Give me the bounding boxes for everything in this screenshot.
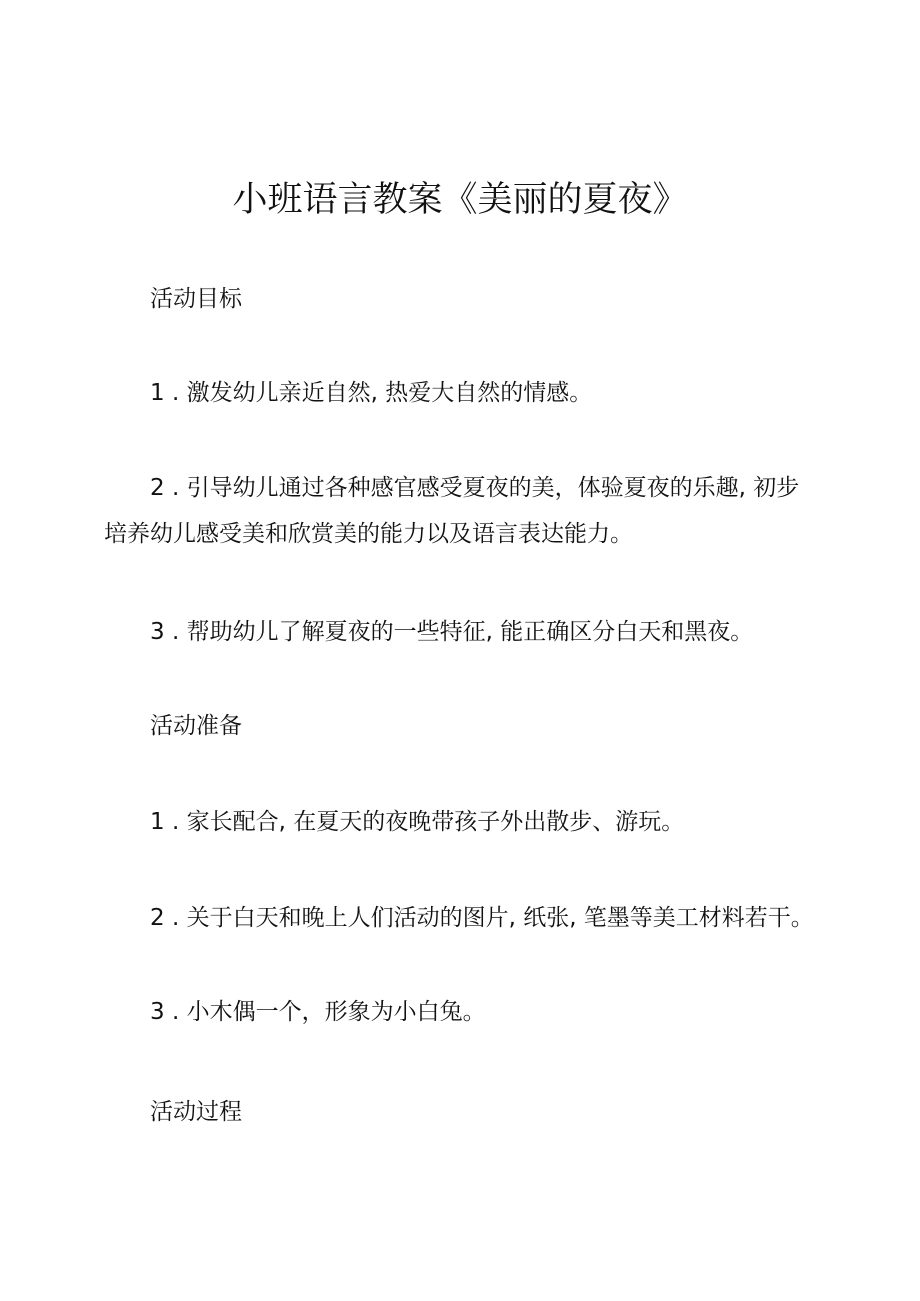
document-title: 小班语言教案《美丽的夏夜》 (232, 180, 688, 220)
goal-item-1: 1 . 激发幼儿亲近自然, 热爱大自然的情感。 (150, 380, 593, 406)
preparation-item-2: 2 . 关于白天和晚上人们活动的图片, 纸张, 笔墨等美工材料若干。 (150, 905, 814, 931)
section-heading-goals: 活动目标 (150, 286, 242, 312)
section-heading-process: 活动过程 (150, 1099, 242, 1125)
goal-item-3: 3 . 帮助幼儿了解夏夜的一些特征, 能正确区分白天和黑夜。 (150, 619, 754, 645)
preparation-item-1: 1 . 家长配合, 在夏天的夜晚带孩子外出散步、游玩。 (150, 809, 685, 835)
preparation-item-3: 3 . 小木偶一个，形象为小白兔。 (150, 999, 486, 1025)
section-heading-preparation: 活动准备 (150, 713, 242, 739)
goal-item-2: 2 . 引导幼儿通过各种感官感受夏夜的美，体验夏夜的乐趣, 初步培养幼儿感受美和欣赏美的能力以及语言表达能力。 (104, 475, 800, 547)
